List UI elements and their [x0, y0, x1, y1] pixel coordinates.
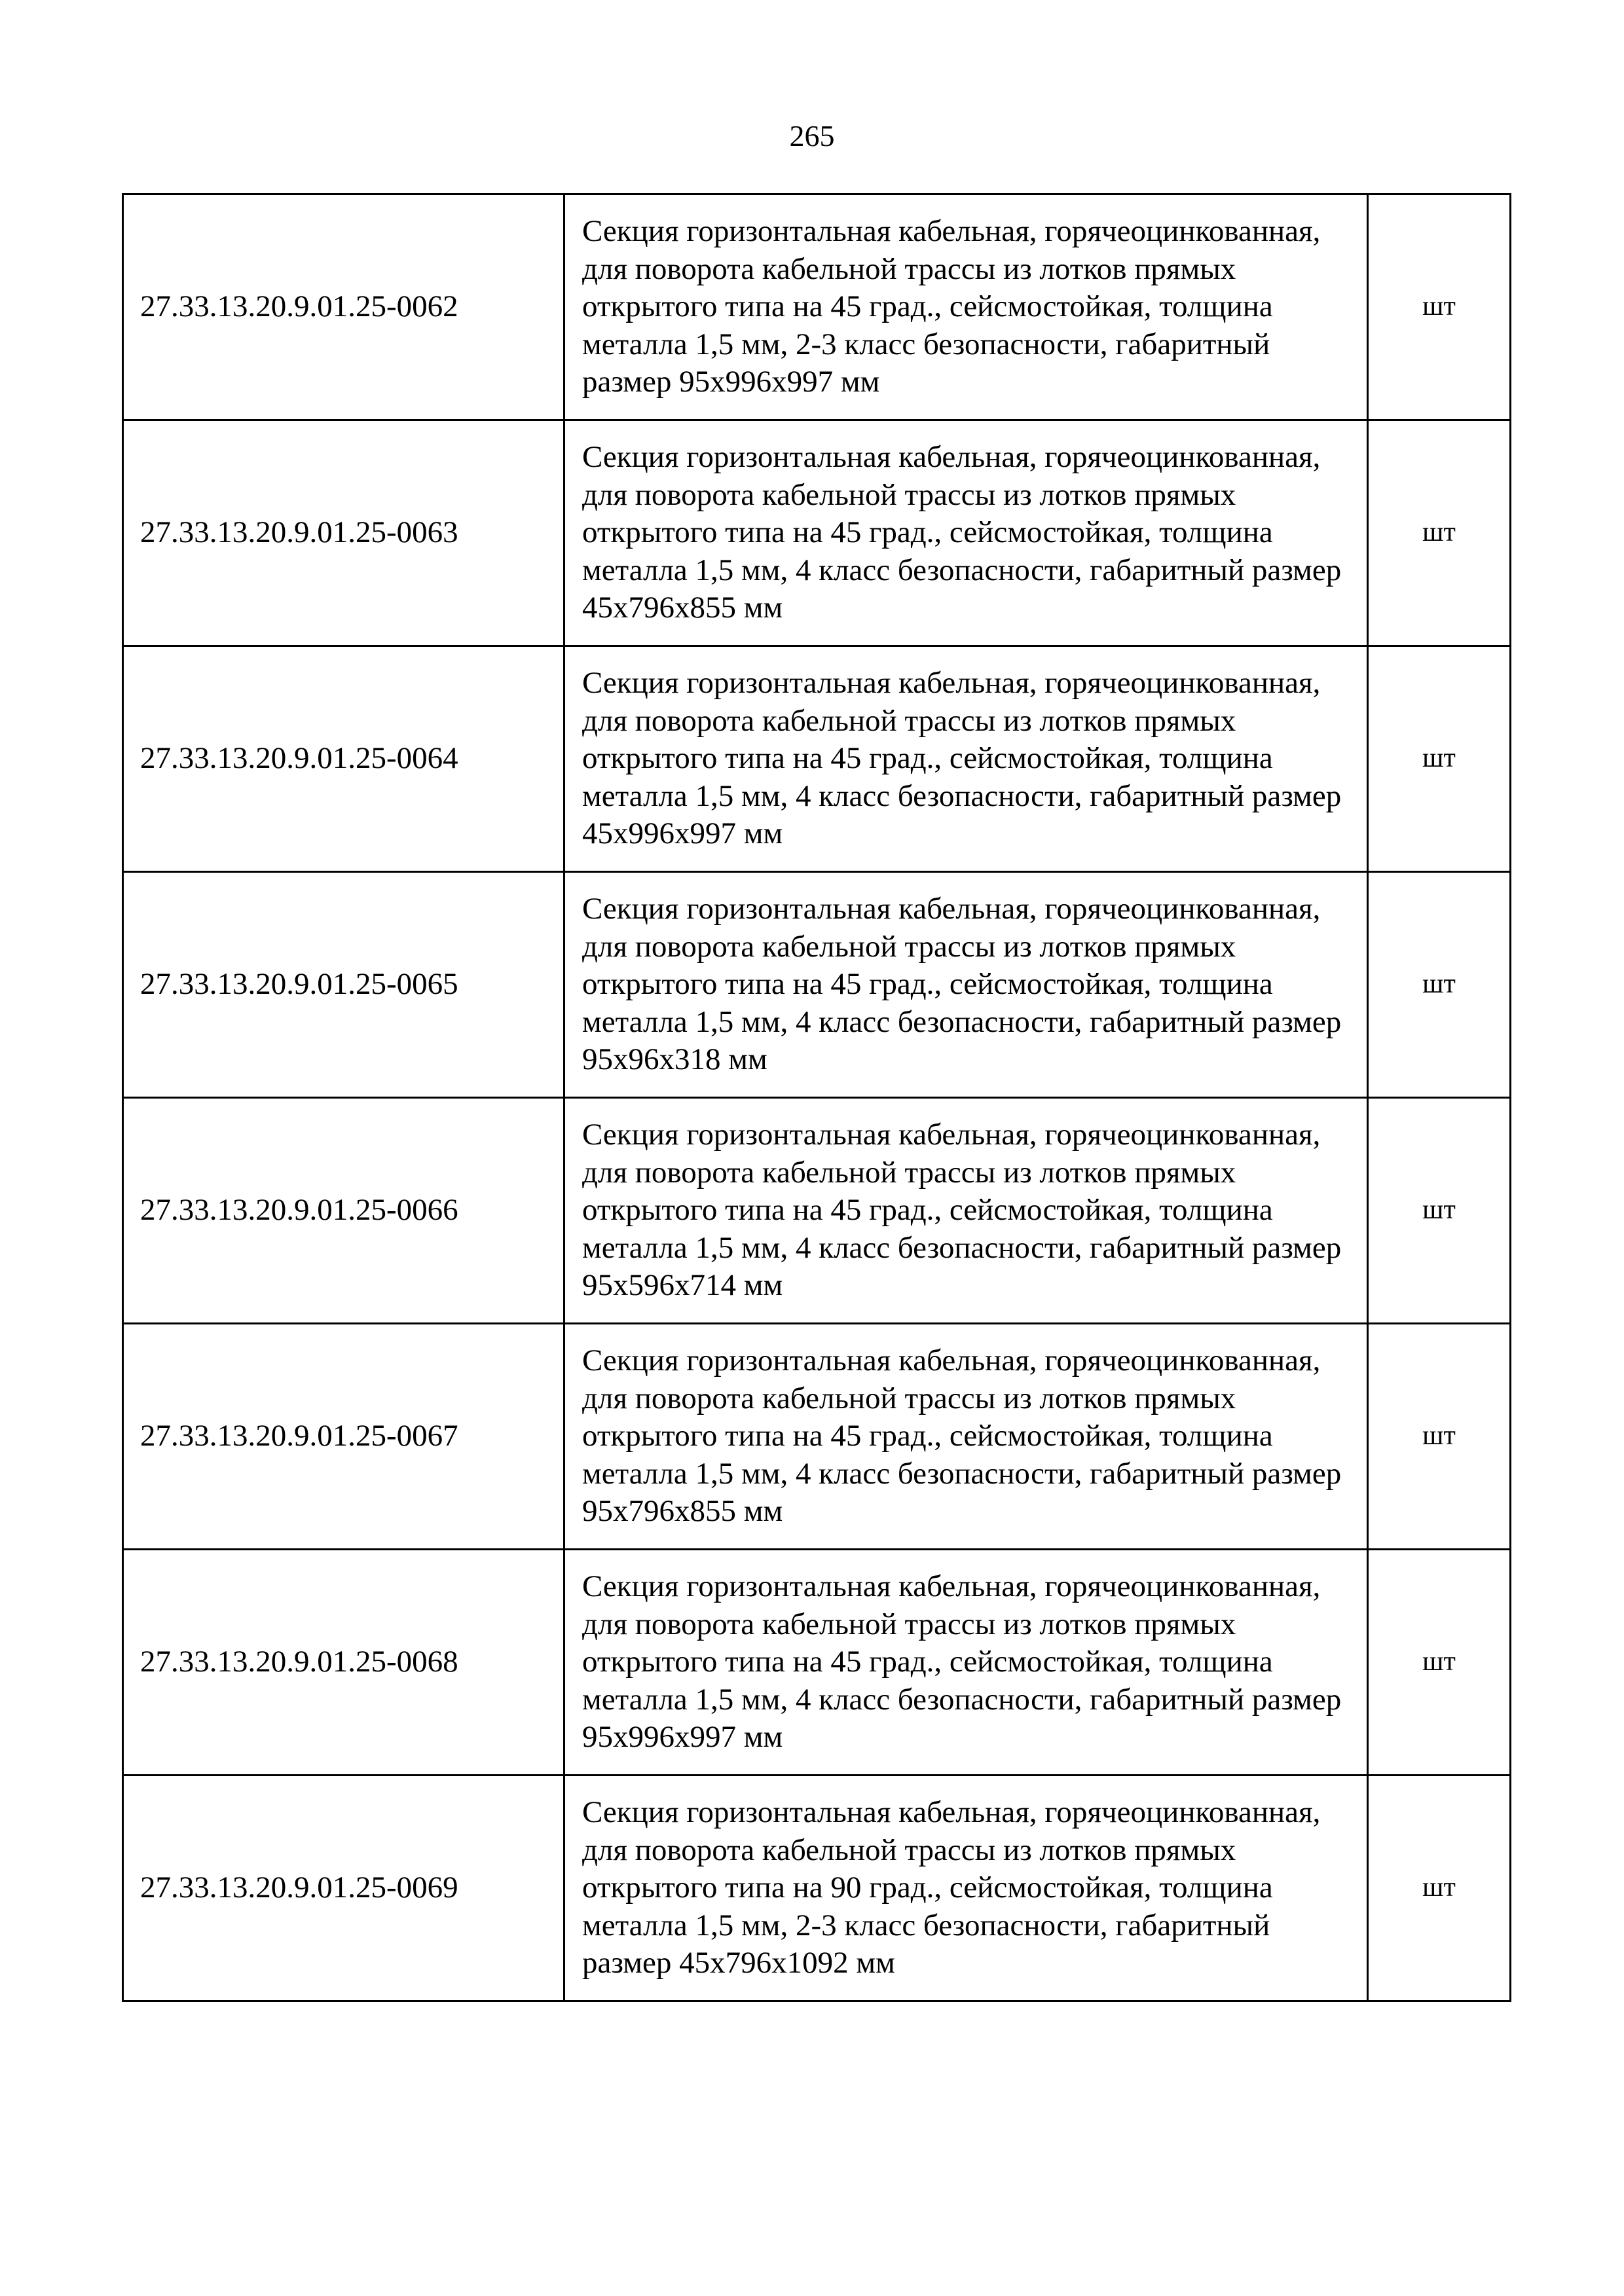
spec-table [122, 193, 1511, 2002]
code-cell: 27.33.13.20.9.01.25-0062 [123, 194, 564, 420]
description-cell: Секция горизонтальная кабельная, горячеоцинкованная, для поворота кабельной трассы из лотков прямых открытого типа на 45 град., сейсмостойкая, толщина металла 1,5 мм, 4 класс безопасности, габаритный размер 95х596х714 мм [564, 1098, 1368, 1324]
description-cell: Секция горизонтальная кабельная, горячеоцинкованная, для поворота кабельной трассы из лотков прямых открытого типа на 45 град., сейсмостойкая, толщина металла 1,5 мм, 4 класс безопасности, габаритный размер 45х796х855 мм [564, 420, 1368, 646]
description-cell: Секция горизонтальная кабельная, горячеоцинкованная, для поворота кабельной трассы из лотков прямых открытого типа на 45 град., сейсмостойкая, толщина металла 1,5 мм, 4 класс безопасности, габаритный размер 45х996х997 мм [564, 646, 1368, 872]
unit-cell: шт [1368, 420, 1511, 646]
code-cell: 27.33.13.20.9.01.25-0069 [123, 1776, 564, 2001]
description-cell: Секция горизонтальная кабельная, горячеоцинкованная, для поворота кабельной трассы из лотков прямых открытого типа на 45 град., сейсмостойкая, толщина металла 1,5 мм, 4 класс безопасности, габаритный размер 95х996х997 мм [564, 1550, 1368, 1776]
unit-cell: шт [1368, 194, 1511, 420]
unit-cell: шт [1368, 872, 1511, 1098]
code-cell: 27.33.13.20.9.01.25-0067 [123, 1324, 564, 1550]
table-row [123, 420, 1511, 646]
table-row [123, 1098, 1511, 1324]
code-cell: 27.33.13.20.9.01.25-0065 [123, 872, 564, 1098]
unit-cell: шт [1368, 1550, 1511, 1776]
unit-cell: шт [1368, 1098, 1511, 1324]
table-row [123, 1776, 1511, 2001]
description-cell: Секция горизонтальная кабельная, горячеоцинкованная, для поворота кабельной трассы из лотков прямых открытого типа на 90 град., сейсмостойкая, толщина металла 1,5 мм, 2-3 класс безопасности, габаритный размер 45х796х1092 мм [564, 1776, 1368, 2001]
spec-table-body [123, 194, 1511, 2001]
code-cell: 27.33.13.20.9.01.25-0066 [123, 1098, 564, 1324]
unit-cell: шт [1368, 1776, 1511, 2001]
table-row [123, 194, 1511, 420]
description-cell: Секция горизонтальная кабельная, горячеоцинкованная, для поворота кабельной трассы из лотков прямых открытого типа на 45 град., сейсмостойкая, толщина металла 1,5 мм, 4 класс безопасности, габаритный размер 95х96х318 мм [564, 872, 1368, 1098]
table-row [123, 872, 1511, 1098]
table-row [123, 1324, 1511, 1550]
unit-cell: шт [1368, 1324, 1511, 1550]
description-cell: Секция горизонтальная кабельная, горячеоцинкованная, для поворота кабельной трассы из лотков прямых открытого типа на 45 град., сейсмостойкая, толщина металла 1,5 мм, 4 класс безопасности, габаритный размер 95х796х855 мм [564, 1324, 1368, 1550]
table-row [123, 646, 1511, 872]
code-cell: 27.33.13.20.9.01.25-0068 [123, 1550, 564, 1776]
code-cell: 27.33.13.20.9.01.25-0064 [123, 646, 564, 872]
unit-cell: шт [1368, 646, 1511, 872]
code-cell: 27.33.13.20.9.01.25-0063 [123, 420, 564, 646]
page-number: 265 [789, 119, 835, 153]
table-row [123, 1550, 1511, 1776]
description-cell: Секция горизонтальная кабельная, горячеоцинкованная, для поворота кабельной трассы из лотков прямых открытого типа на 45 град., сейсмостойкая, толщина металла 1,5 мм, 2-3 класс безопасности, габаритный размер 95х996х997 мм [564, 194, 1368, 420]
